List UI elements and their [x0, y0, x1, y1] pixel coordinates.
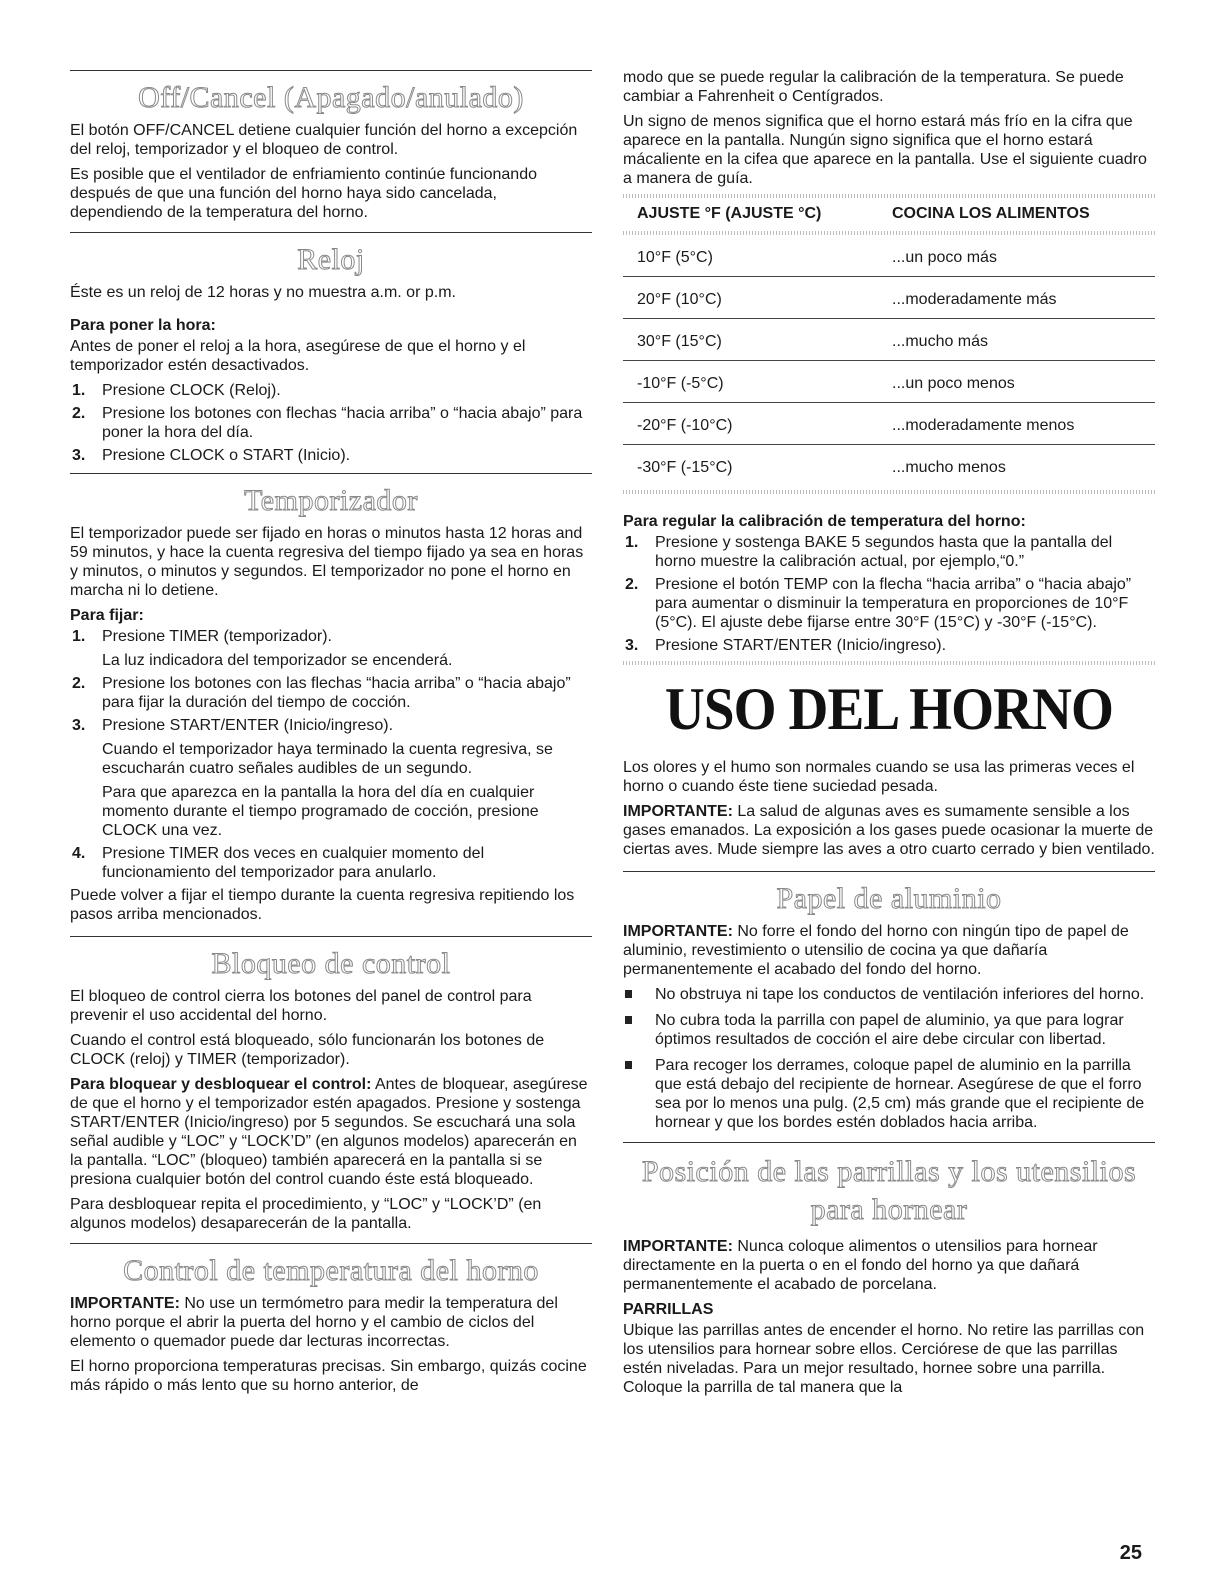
list-item: 1. Presione TIMER (temporizador). La luz indicadora del temporizador se encenderá.	[72, 628, 453, 669]
reloj-heading: Reloj	[297, 243, 365, 276]
off-cancel-paragraph-1: El botón OFF/CANCEL detiene cualquier función del horno a excepción del reloj, temporizador y el bloqueo de control.	[70, 122, 578, 158]
calibration-subheading: Para regular la calibración de temperatura del horno:	[623, 513, 1026, 530]
list-item: No cubra toda la parrilla con papel de aluminio, ya que para lograr óptimos resultados de cocción el aire debe circular con libertad.	[623, 1011, 1155, 1049]
reloj-subheading: Para poner la hora:	[70, 317, 216, 334]
table-row: -20°F (-10°C) ...moderadamente menos	[623, 403, 1155, 445]
list-item: 3. Presione START/ENTER (Inicio/ingreso).	[625, 637, 947, 654]
section-divider	[70, 936, 592, 937]
control-temp-paragraph-1: IMPORTANTE: No use un termómetro para medir la temperatura del horno porque el abrir la puerta del horno y el cambio de ciclos del elemento o quemador puede dar lecturas incorrectas.	[70, 1295, 558, 1350]
list-item: 2. Presione los botones con flechas “hacia arriba” o “hacia abajo” para poner la hora del día.	[72, 405, 583, 441]
section-divider	[623, 1142, 1155, 1143]
papel-paragraph: IMPORTANTE: No forre el fondo del horno con ningún tipo de papel de aluminio, revestimiento o utensilio de cocina ya que dañaría permanentemente el acabado del fondo del horno.	[623, 923, 1129, 978]
hatched-divider	[623, 490, 1155, 494]
parrillas-subheading: PARRILLAS	[623, 1301, 714, 1318]
reloj-paragraph-2: Antes de poner el reloj a la hora, asegúrese de que el horno y el temporizador estén desactivados.	[70, 338, 526, 374]
list-item: 1. Presione CLOCK (Reloj).	[72, 382, 281, 399]
table-row: -10°F (-5°C) ...un poco menos	[623, 361, 1155, 403]
table-row: 20°F (10°C) ...moderadamente más	[623, 277, 1155, 319]
posicion-heading: Posición de las parrillas y los utensilios para hornear	[641, 1155, 1137, 1226]
calibration-table	[623, 198, 1155, 486]
hatched-divider	[623, 661, 1155, 665]
list-item: 2. Presione el botón TEMP con la flecha “hacia arriba” o “hacia abajo” para aumentar o disminuir la temperatura en proporciones de 10°F (5°C). El ajuste debe fijarse entre 30°F (15°C) y -30°F (-15°C).	[625, 576, 1132, 631]
table-header: COCINA LOS ALIMENTOS	[892, 205, 1090, 222]
temporizador-steps	[70, 627, 592, 882]
list-item: 1. Presione y sostenga BAKE 5 segundos hasta que la pantalla del horno muestre la calibración actual, por ejemplo,“0.”	[625, 534, 1113, 570]
table-header-row	[623, 198, 1155, 231]
section-divider	[623, 871, 1155, 872]
uso-paragraph-2: IMPORTANTE: La salud de algunas aves es sumamente sensible a los gases emanados. La exposición a los gases puede ocasionar la muerte de ciertas aves. Mude siempre las aves a otro cuarto cerrado y bien ventilado.	[623, 803, 1155, 858]
temporizador-subheading: Para fijar:	[70, 607, 144, 624]
uso-del-horno-title: USO DEL HORNO	[664, 676, 1114, 742]
temporizador-heading: Temporizador	[244, 484, 418, 517]
bloqueo-heading: Bloqueo de control	[211, 947, 451, 980]
temporizador-paragraph-2: Puede volver a fijar el tiempo durante la cuenta regresiva repitiendo los pasos arriba mencionados.	[70, 887, 575, 923]
parrillas-paragraph: Ubique las parrillas antes de encender el horno. No retire las parrillas con los utensilios para hornear sobre ellos. Cerciórese de que las parrillas estén niveladas. Para un mejor resultado, hornee sobre una parrilla. Coloque la parrilla de tal manera que la	[623, 1322, 1145, 1396]
reloj-steps	[70, 381, 592, 465]
list-item: 4. Presione TIMER dos veces en cualquier momento del funcionamiento del temporizador para anularlo.	[72, 845, 485, 881]
list-item: 3. Presione CLOCK o START (Inicio).	[72, 447, 351, 464]
section-divider	[70, 70, 592, 71]
bloqueo-paragraph-3: Para bloquear y desbloquear el control: Antes de bloquear, asegúrese de que el horno y el temporizador estén apagados. Presione y sostenga START/ENTER (Inicio/ingreso) por 5 segundos. Se escuchará una sola señal audible y “LOC” y “LOCK’D” (en algunos modelos) aparecerán en la pantalla. “LOC” (bloqueo) también aparecerá en la pantalla si se presiona cualquier botón del control cuando éste está bloqueado.	[70, 1076, 588, 1188]
off-cancel-heading: Off/Cancel (Apagado/anulado)	[138, 81, 524, 114]
list-item: No obstruya ni tape los conductos de ventilación inferiores del horno.	[623, 985, 1155, 1004]
section-divider	[70, 473, 592, 474]
bloqueo-paragraph-2: Cuando el control está bloqueado, sólo funcionarán los botones de CLOCK (reloj) y TIMER (temporizador).	[70, 1032, 545, 1068]
papel-heading: Papel de aluminio	[776, 882, 1002, 915]
bloqueo-paragraph-4: Para desbloquear repita el procedimiento, y “LOC” y “LOCK’D” (en algunos modelos) desaparecerán de la pantalla.	[70, 1196, 542, 1232]
right-column	[623, 68, 1155, 1403]
list-item: Para recoger los derrames, coloque papel de aluminio en la parrilla que está debajo del recipiente de hornear. Asegúrese de que el forro sea por lo menos una pulg. (2,5 cm) más grande que el recipiente de hornear y que los bordes estén doblados hacia arriba.	[623, 1056, 1155, 1132]
bloqueo-paragraph-1: El bloqueo de control cierra los botones del panel de control para prevenir el uso accidental del horno.	[70, 988, 532, 1024]
table-row: 10°F (5°C) ...un poco más	[623, 235, 1155, 277]
uso-paragraph-1: Los olores y el humo son normales cuando se usa las primeras veces el horno o cuando éste tiene suciedad pesada.	[623, 759, 1135, 795]
list-item: 2. Presione los botones con las flechas “hacia arriba” o “hacia abajo” para fijar la duración del tiempo de cocción.	[72, 675, 571, 711]
papel-bullets	[623, 985, 1155, 1132]
table-row: 30°F (15°C) ...mucho más	[623, 319, 1155, 361]
temporizador-paragraph: El temporizador puede ser fijado en horas o minutos hasta 12 horas and 59 minutos, y hace la cuenta regresiva del tiempo fijado ya sea en horas y minutos, o minutos y segundos. El temporizador no pone el horno en marcha ni lo detiene.	[70, 525, 584, 599]
table-header: AJUSTE °F (AJUSTE °C)	[637, 205, 822, 222]
list-item: 3. Presione START/ENTER (Inicio/ingreso). Cuando el temporizador haya terminado la cuenta regresiva, se escucharán cuatro señales audibles de un segundo. Para que aparezca en la pantalla la hora del día en cualquier momento durante el tiempo programado de cocción, presione CLOCK una vez.	[72, 717, 553, 839]
reloj-paragraph: Éste es un reloj de 12 horas y no muestra a.m. or p.m.	[70, 284, 456, 301]
left-column	[70, 70, 592, 1401]
control-temp-paragraph-2: El horno proporciona temperaturas precisas. Sin embargo, quizás cocine más rápido o más lento que su horno anterior, de	[70, 1358, 587, 1394]
calibration-steps	[623, 533, 1155, 655]
calibration-note: Un signo de menos significa que el horno estará más frío en la cifra que aparece en la pantalla. Nungún signo significa que el horno estará mácaliente en la cifea que aparece en la pantalla. Use el siguiente cuadro a manera de guía.	[623, 113, 1147, 187]
section-divider	[70, 1243, 592, 1244]
page-number: 25	[1119, 1542, 1142, 1564]
calibration-intro: modo que se puede regular la calibración de la temperatura. Se puede cambiar a Fahrenheit o Centígrados.	[623, 69, 1124, 105]
control-temp-heading: Control de temperatura del horno	[123, 1254, 539, 1287]
off-cancel-paragraph-2: Es posible que el ventilador de enfriamiento continúe funcionando después de que una función del horno haya sido cancelada, dependiendo de la temperatura del horno.	[70, 166, 537, 221]
section-divider	[70, 232, 592, 233]
table-row: -30°F (-15°C) ...mucho menos	[637, 458, 1006, 476]
posicion-paragraph: IMPORTANTE: Nunca coloque alimentos o utensilios para hornear directamente en la puerta o en el fondo del horno ya que dañará permanentemente el acabado de porcelana.	[623, 1238, 1098, 1293]
